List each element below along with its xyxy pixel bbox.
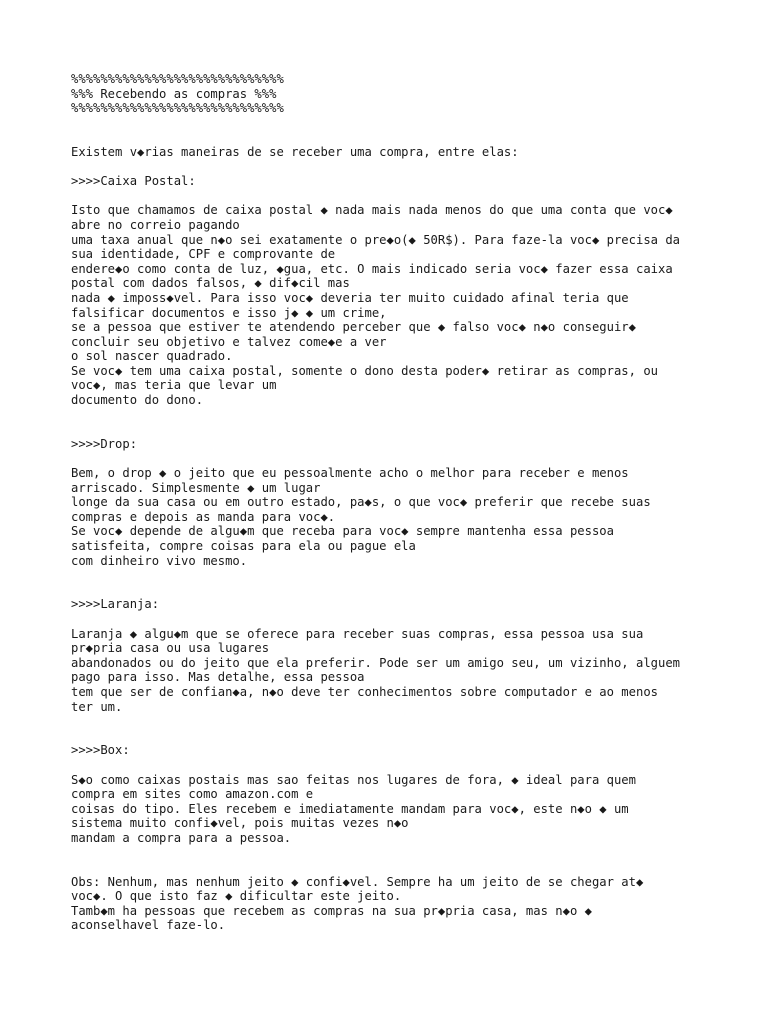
document-body-text: %%%%%%%%%%%%%%%%%%%%%%%%%%%%% %%% Recebendo as compras %%% %%%%%%%%%%%%%%%%%%%%%%%%%%%%% Existem v◆rias maneiras de se receber uma compra, entre elas: >>>>Caixa Postal: Isto que chamamos de caixa postal ◆ nada mais nada menos do que uma conta que voc◆ abre no correio pagando uma taxa anual que n◆o sei exatamente o pre◆o(◆ 50R$). Para faze-la voc◆ precisa da sua identidade, CPF e comprovante de endere◆o como conta de luz, ◆gua, etc. O mais indicado seria voc◆ fazer essa caixa postal com dados falsos, ◆ dif◆cil mas nada ◆ imposs◆vel. Para isso voc◆ deveria ter muito cuidado afinal teria que falsificar documentos e isso j◆ ◆ um crime, se a pessoa que estiver te atendendo perceber que ◆ falso voc◆ n◆o conseguir◆ concluir seu objetivo e talvez come◆e a ver o sol nascer quadrado. Se voc◆ tem uma caixa postal, somente o dono desta poder◆ retirar as compras, ou voc◆, mas teria que levar um documento do dono. >>>>Drop: Bem, o drop ◆ o jeito que eu pessoalmente acho o melhor para receber e menos arriscado. Simplesmente ◆ um lugar longe da sua casa ou em outro estado, pa◆s, o que voc◆ preferir que recebe suas compras e depois as manda para voc◆. Se voc◆ depende de algu◆m que receba para voc◆ sempre mantenha essa pessoa satisfeita, compre coisas para ela ou pague ela com dinheiro vivo mesmo. >>>>Laranja: Laranja ◆ algu◆m que se oferece para receber suas compras, essa pessoa usa sua pr◆pria casa ou usa lugares abandonados ou do jeito que ela preferir. Pode ser um amigo seu, um vizinho, alguem pago para isso. Mas detalhe, essa pessoa tem que ser de confian◆a, n◆o deve ter conhecimentos sobre computador e ao menos ter um. >>>>Box: S◆o como caixas postais mas sao feitas nos lugares de fora, ◆ ideal para quem compra em sites como amazon.com e coisas do tipo. Eles recebem e imediatamente mandam para voc◆, este n◆o ◆ um sistema muito confi◆vel, pois muitas vezes n◆o mandam a compra para a pessoa. Obs: Nenhum, mas nenhum jeito ◆ confi◆vel. Sempre ha um jeito de se chegar at◆ voc◆. O que isto faz ◆ dificultar este jeito. Tamb◆m ha pessoas que recebem as compras na sua pr◆pria casa, mas n◆o ◆ aconselhavel faze-lo. xyxy=(71,72,681,933)
